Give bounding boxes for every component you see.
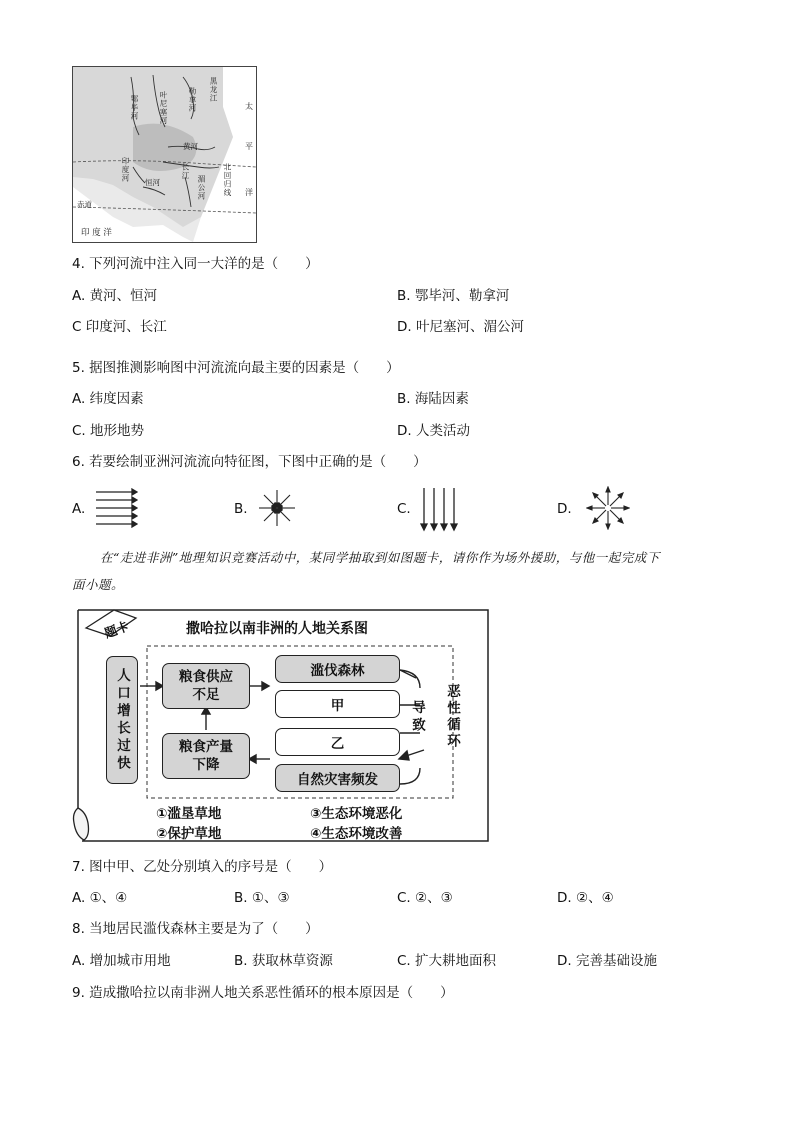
intro-line-2: 面小题。: [72, 577, 125, 592]
box-yield-decline-line2: 下降: [192, 757, 220, 773]
q9-stem: 9. 造成撒哈拉以南非洲人地关系恶性循环的根本原因是（ ）: [72, 985, 454, 1001]
box-yield-decline: [162, 733, 250, 779]
q8-option-a[interactable]: A. 增加城市用地: [72, 953, 171, 969]
q6-option-b-converging-arrows-icon: [258, 488, 296, 528]
q8-option-b[interactable]: B. 获取林草资源: [234, 953, 333, 969]
box-food-shortage-line2: 不足: [192, 687, 220, 703]
map-label-indian-ocean: 印 度 洋: [81, 228, 112, 238]
q5-stem: 5. 据图推测影响图中河流流向最主要的因素是（ ）: [72, 360, 400, 376]
q4-stem: 4. 下列河流中注入同一大洋的是（ ）: [72, 256, 319, 272]
q7-option-b[interactable]: B. ①、③: [234, 890, 290, 906]
box-population-growth: 人口增长过快: [106, 656, 138, 784]
q8-option-d[interactable]: D. 完善基础设施: [557, 953, 657, 969]
q6-option-a-arrows-icon: [94, 488, 138, 528]
map-label-pacific-2: 平: [245, 142, 253, 151]
q6-option-b[interactable]: B.: [234, 501, 248, 517]
q4-option-d[interactable]: D. 叶尼塞河、湄公河: [397, 319, 524, 335]
map-label-lena: 勒拿河: [188, 87, 197, 113]
box-yield-decline-line1: 粮食产量: [179, 739, 233, 755]
box-deforestation: 滥伐森林: [275, 655, 400, 683]
q5-option-d[interactable]: D. 人类活动: [397, 423, 470, 439]
question-card: [70, 608, 490, 843]
q7-option-d[interactable]: D. ②、④: [557, 890, 614, 906]
q7-option-a[interactable]: A. ①、④: [72, 890, 128, 906]
card-tag: 题卡: [102, 618, 131, 641]
q6-option-a[interactable]: A.: [72, 501, 86, 517]
q7-stem: 7. 图中甲、乙处分别填入的序号是（ ）: [72, 859, 333, 875]
asia-river-map: [72, 66, 257, 243]
q5-option-a[interactable]: A. 纬度因素: [72, 391, 144, 407]
card-option-4: ④生态环境改善: [310, 826, 403, 842]
q6-stem: 6. 若要绘制亚洲河流流向特征图，下图中正确的是（ ）: [72, 454, 427, 470]
q5-option-b[interactable]: B. 海陆因素: [397, 391, 469, 407]
label-vicious-cycle: 恶性循环: [444, 684, 460, 750]
card-option-3: ③生态环境恶化: [310, 806, 403, 822]
map-label-yenisei: 叶尼塞河: [159, 91, 168, 125]
map-label-equator: 赤道: [77, 200, 92, 209]
q5-option-c[interactable]: C. 地形地势: [72, 423, 145, 439]
map-label-heilong: 黑龙江: [209, 77, 218, 103]
label-lead-to: 导致: [409, 700, 425, 735]
q4-option-b[interactable]: B. 鄂毕河、勒拿河: [397, 288, 510, 304]
map-label-mekong: 湄公河: [197, 175, 206, 201]
card-title: 撒哈拉以南非洲的人地关系图: [186, 621, 368, 637]
q8-stem: 8. 当地居民滥伐森林主要是为了（ ）: [72, 921, 319, 937]
q6-option-d-diverging-arrows-icon: [586, 486, 630, 530]
q6-option-c-down-arrows-icon: [420, 486, 462, 532]
map-label-ganges: 恒河: [145, 178, 160, 187]
q4-option-c[interactable]: C 印度河、长江: [72, 319, 167, 335]
q4-option-a[interactable]: A. 黄河、恒河: [72, 288, 158, 304]
map-label-pacific-1: 太: [245, 102, 253, 111]
q6-option-d[interactable]: D.: [557, 501, 572, 517]
card-option-2: ②保护草地: [156, 826, 222, 842]
q6-option-c[interactable]: C.: [397, 501, 411, 517]
box-jia: 甲: [275, 690, 400, 718]
map-label-changjiang: 长江: [181, 163, 190, 180]
map-label-pacific-3: 洋: [245, 188, 253, 197]
map-label-tropic: 北回归线: [223, 163, 232, 197]
box-yi: 乙: [275, 728, 400, 756]
box-food-shortage: [162, 663, 250, 709]
box-natural-disasters: 自然灾害频发: [275, 764, 400, 792]
q8-option-c[interactable]: C. 扩大耕地面积: [397, 953, 497, 969]
intro-line-1: 在“走进非洲”地理知识竞赛活动中，某同学抽取到如图题卡，请你作为场外援助，与他一起完成下: [100, 550, 660, 565]
map-label-indus: 印度河: [121, 157, 130, 183]
q7-option-c[interactable]: C. ②、③: [397, 890, 453, 906]
box-food-shortage-line1: 粮食供应: [179, 669, 233, 685]
map-label-huanghe: 黄河: [183, 142, 198, 151]
card-option-1: ①滥垦草地: [156, 806, 222, 822]
map-label-ob: 鄂毕河: [130, 95, 139, 121]
